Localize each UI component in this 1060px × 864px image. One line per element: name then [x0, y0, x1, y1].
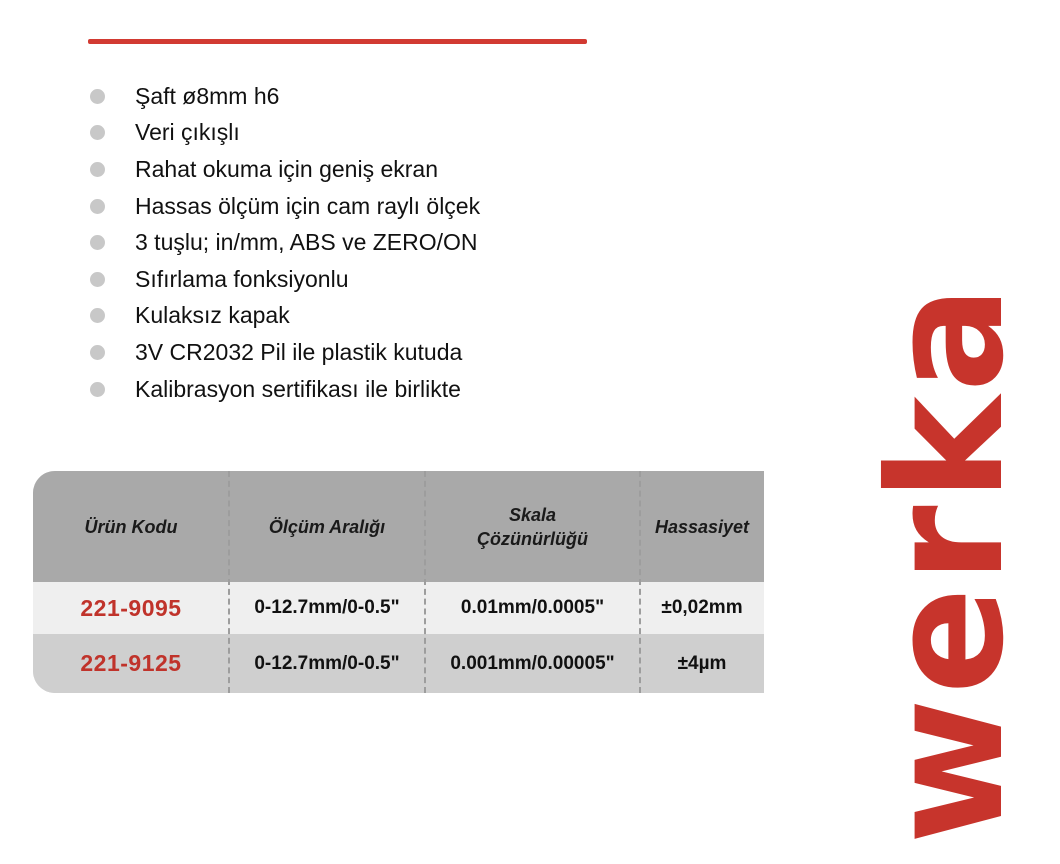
- accuracy: ±4µm: [677, 652, 727, 674]
- feature-text: Kalibrasyon sertifikası ile birlikte: [135, 375, 461, 402]
- header-accuracy: Hassasiyet: [654, 516, 750, 537]
- bullet-icon: [90, 308, 105, 323]
- bullet-icon: [90, 345, 105, 360]
- measuring-range: 0-12.7mm/0-0.5": [254, 597, 400, 618]
- logo-wordmark: werka: [855, 281, 1039, 845]
- header-resolution-line2: Çözünürlüğü: [477, 528, 588, 549]
- feature-item: [90, 188, 480, 225]
- bullet-icon: [90, 272, 105, 287]
- bullet-icon: [90, 199, 105, 214]
- product-code: 221-9095: [80, 594, 182, 621]
- bullet-icon: [90, 382, 105, 397]
- red-divider-line: [88, 39, 587, 44]
- table-header-row: [33, 471, 764, 582]
- product-code: 221-9125: [80, 650, 182, 676]
- header-measuring-range: Ölçüm Aralığı: [268, 516, 386, 537]
- bullet-icon: [90, 125, 105, 140]
- column-divider: [424, 471, 426, 693]
- header-product-code: Ürün Kodu: [84, 516, 178, 537]
- table-row: [33, 582, 764, 634]
- resolution: 0.001mm/0.00005": [450, 652, 615, 674]
- feature-text: Rahat okuma için geniş ekran: [135, 155, 438, 182]
- feature-text: Sıfırlama fonksiyonlu: [135, 265, 349, 292]
- spec-table: [33, 471, 764, 693]
- feature-text: Veri çıkışlı: [135, 119, 240, 146]
- feature-text: 3 tuşlu; in/mm, ABS ve ZERO/ON: [135, 229, 478, 256]
- feature-item: [90, 151, 480, 188]
- resolution: 0.01mm/0.0005": [460, 597, 605, 618]
- table-row: [33, 634, 764, 693]
- feature-item: [90, 115, 480, 152]
- bullet-icon: [90, 162, 105, 177]
- feature-text: Hassas ölçüm için cam raylı ölçek: [135, 192, 481, 219]
- accuracy: ±0,02mm: [661, 597, 743, 618]
- werka-logo: [855, 281, 1039, 845]
- feature-item: [90, 334, 480, 371]
- header-resolution-line1: Skala: [508, 504, 557, 525]
- feature-item: [90, 298, 480, 335]
- measuring-range: 0-12.7mm/0-0.5": [254, 652, 400, 674]
- feature-item: [90, 78, 480, 115]
- column-divider: [228, 471, 230, 693]
- feature-text: Şaft ø8mm h6: [135, 82, 280, 109]
- feature-item: [90, 261, 480, 298]
- column-divider: [639, 471, 641, 693]
- feature-item: [90, 371, 480, 408]
- feature-text: 3V CR2032 Pil ile plastik kutuda: [135, 338, 463, 365]
- header-resolution: [425, 471, 640, 582]
- bullet-icon: [90, 235, 105, 250]
- feature-text: Kulaksız kapak: [135, 302, 290, 329]
- feature-item: [90, 224, 480, 261]
- bullet-icon: [90, 89, 105, 104]
- feature-list: [90, 78, 480, 407]
